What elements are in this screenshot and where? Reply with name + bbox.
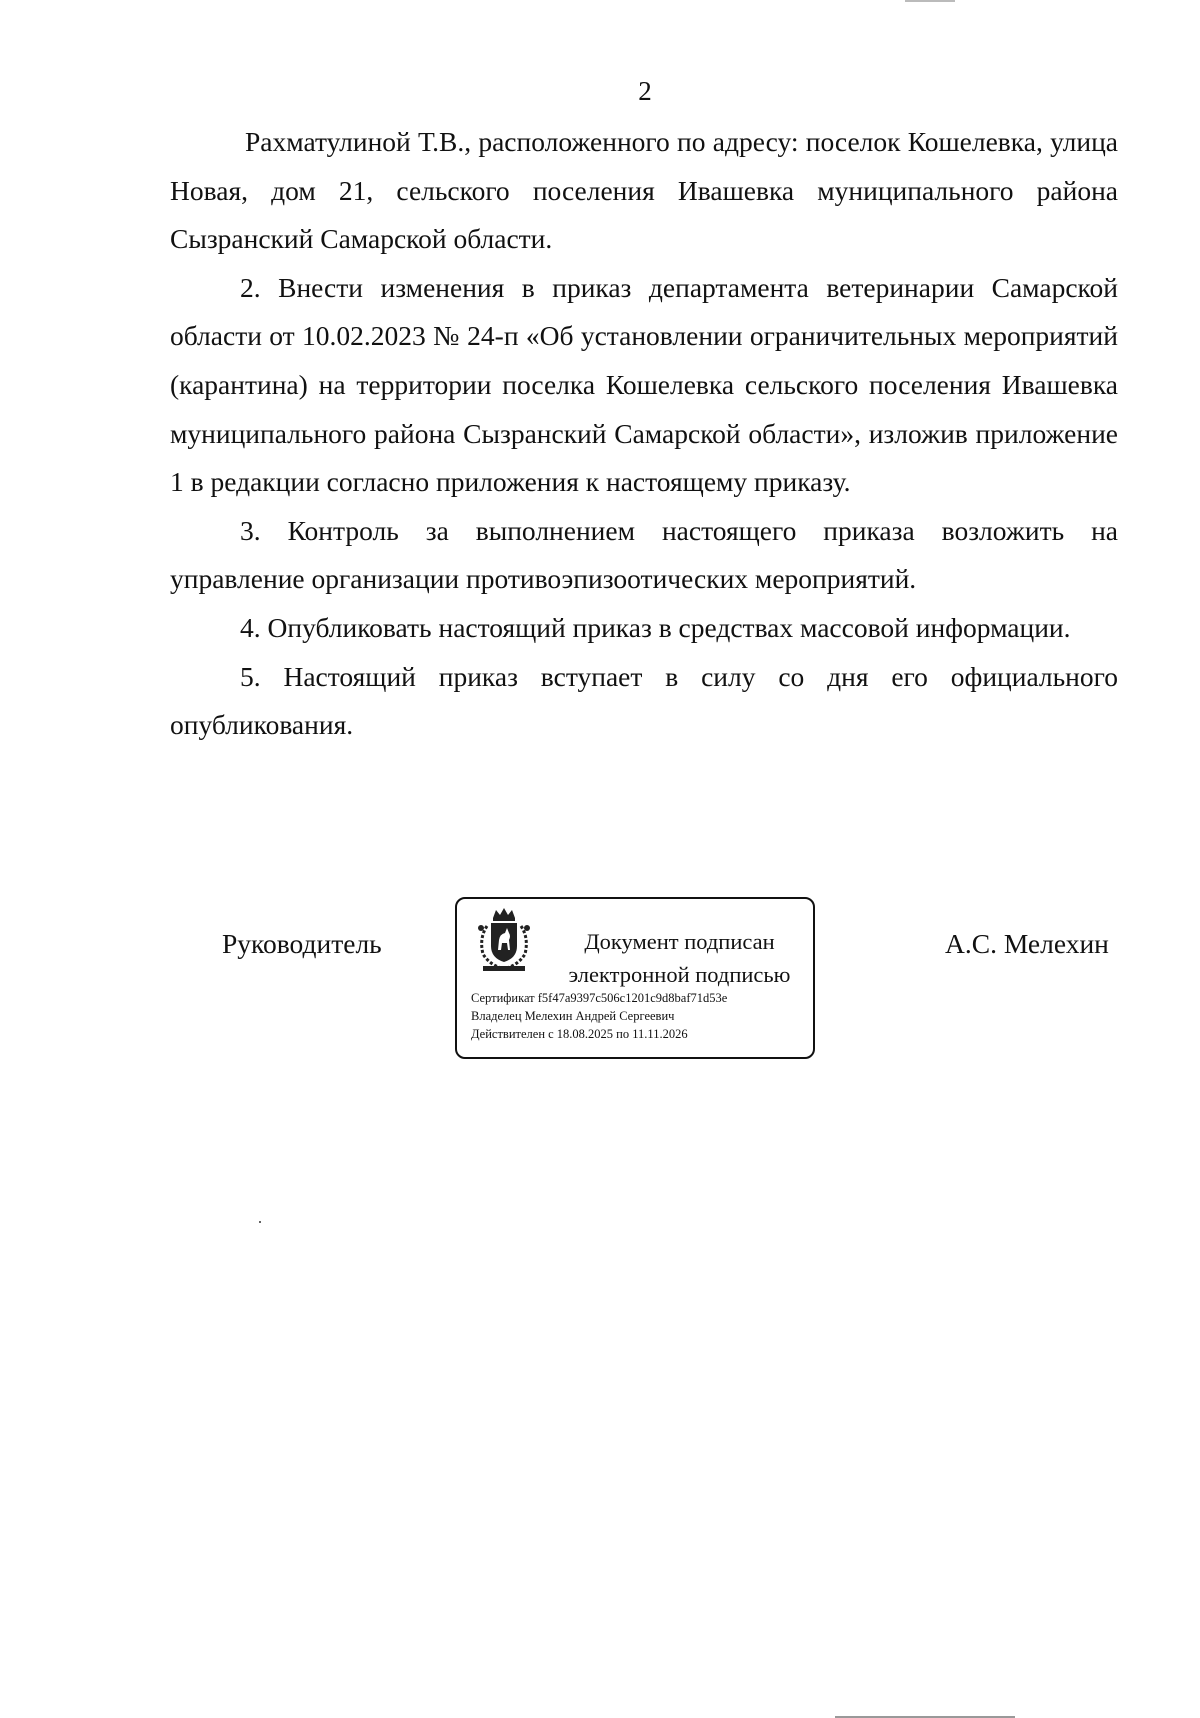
stamp-title-line1: Документ подписан xyxy=(584,929,775,954)
paragraph-continuation: Рахматулиной Т.В., расположенного по адресу: поселок Кошелевка, улица Новая, дом 21, сельского поселения Ивашевка муниципального района Сызранский Самарской области. xyxy=(170,126,1118,255)
scan-artifact-top xyxy=(905,0,955,2)
document-body xyxy=(170,118,1118,750)
stamp-validity: Действителен с 18.08.2025 по 11.11.2026 xyxy=(471,1027,688,1041)
electronic-signature-stamp xyxy=(455,897,815,1059)
page-number: 2 xyxy=(638,76,652,106)
signatory-name: А.С. Мелехин xyxy=(945,928,1109,959)
samara-coat-of-arms-icon xyxy=(471,906,537,976)
stamp-details xyxy=(471,989,811,1043)
paragraph-3: 3. Контроль за выполнением настоящего приказа возложить на управление организации противоэпизоотических мероприятий. xyxy=(170,514,1118,595)
paragraph-2: 2. Внести изменения в приказ департамента ветеринарии Самарской области от 10.02.2023 № 24-п «Об установлении ограничительных мероприятий (карантина) на территории поселка Кошелевка сельского поселения Ивашевка муниципального района Сызранский Самарской области», изложив приложение 1 в редакции согласно приложения к настоящему приказу. xyxy=(170,271,1118,498)
scan-speck xyxy=(259,1221,261,1223)
signatory-role: Руководитель xyxy=(222,928,382,959)
stamp-certificate: Сертификат f5f47a9397c506c1201c9d8baf71d53e xyxy=(471,991,728,1005)
paragraph-5: 5. Настоящий приказ вступает в силу со дня его официального опубликования. xyxy=(170,660,1118,741)
stamp-title xyxy=(547,925,812,991)
paragraph-4: 4. Опубликовать настоящий приказ в средствах массовой информации. xyxy=(240,611,1071,643)
stamp-owner: Владелец Мелехин Андрей Сергеевич xyxy=(471,1009,675,1023)
stamp-title-line2: электронной подписью xyxy=(568,962,791,987)
